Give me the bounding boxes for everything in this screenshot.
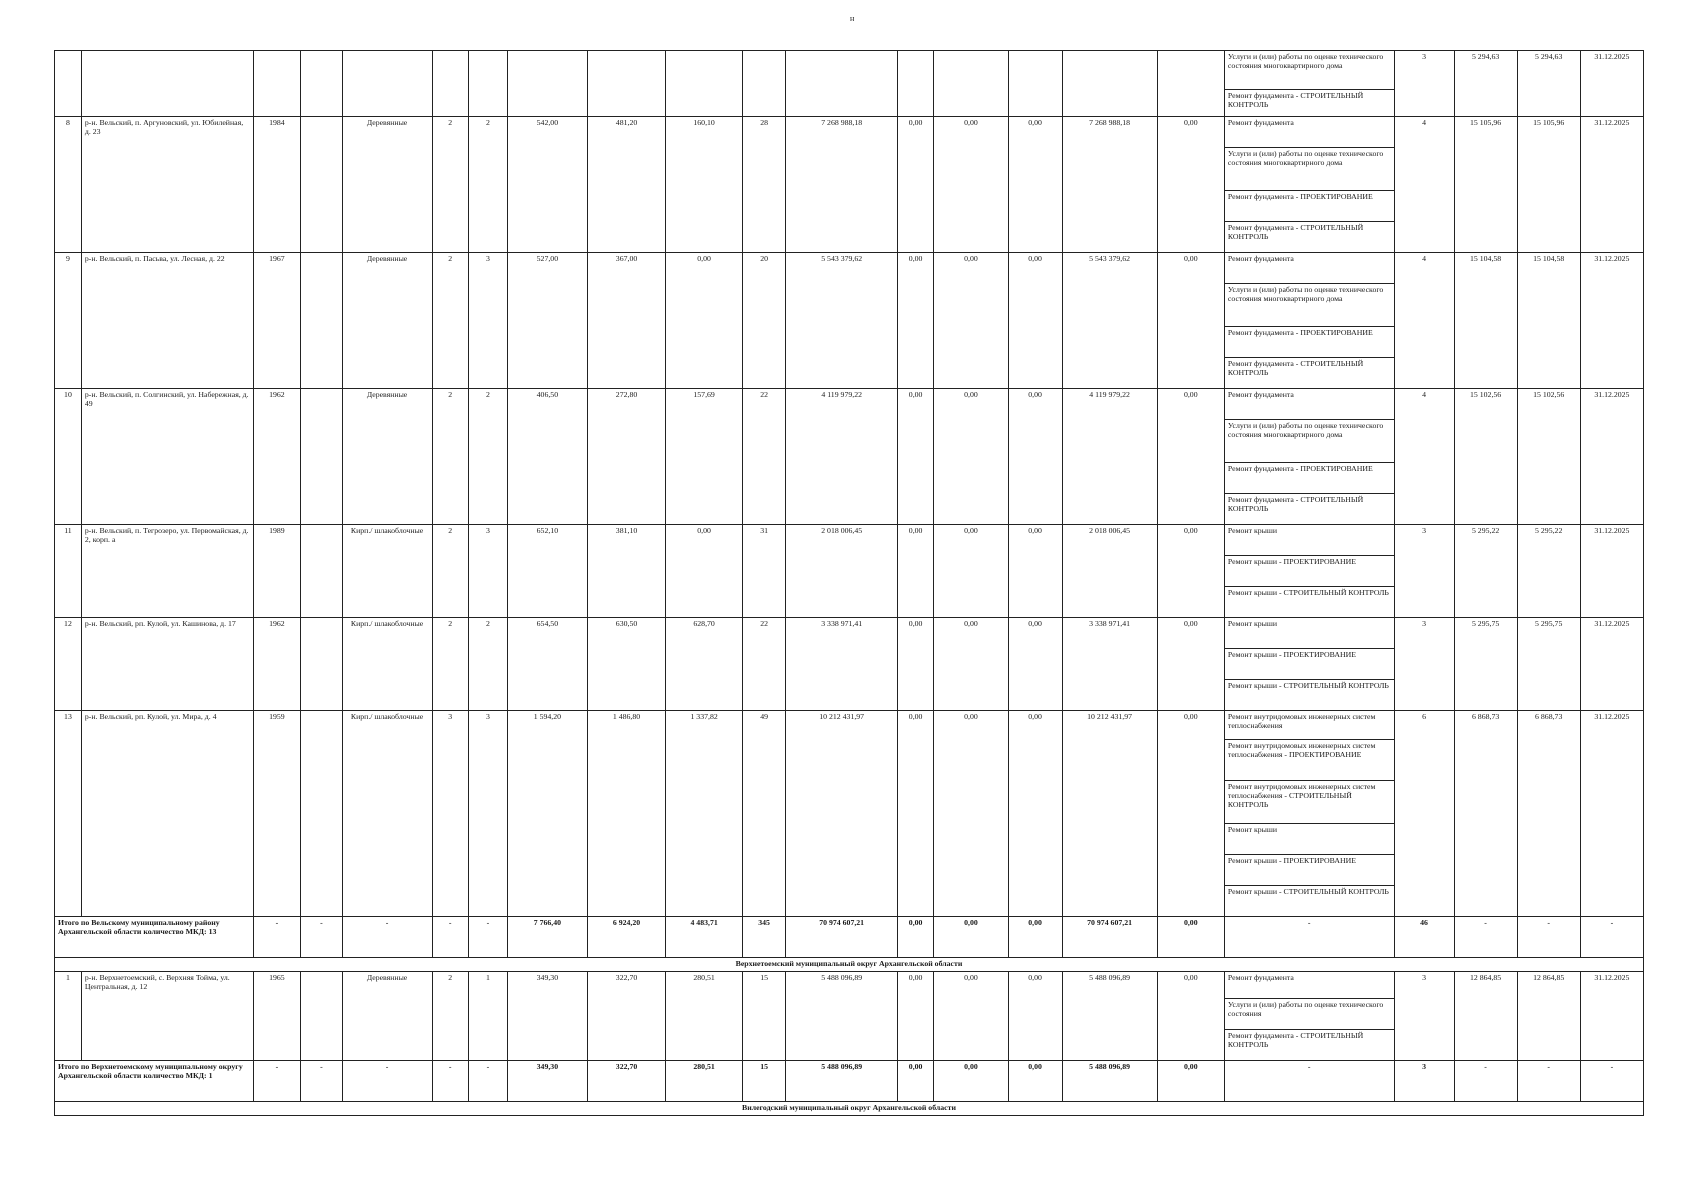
- total-area-owned: 4 483,71: [666, 917, 743, 958]
- work-type: Ремонт внутридомовых инженерных систем теплоснабжения - СТРОИТЕЛЬНЫЙ КОНТРОЛЬ: [1224, 781, 1394, 824]
- work-type: Услуги и (или) работы по оценке технического состояния: [1224, 998, 1394, 1029]
- work-type: Ремонт крыши - СТРОИТЕЛЬНЫЙ КОНТРОЛЬ: [1224, 680, 1394, 711]
- residents-count: 31: [742, 525, 785, 618]
- reconstruction-year: [301, 711, 342, 917]
- total-work-count: 3: [1394, 1060, 1454, 1101]
- regional-funds: 0,00: [934, 389, 1008, 525]
- work-type: Ремонт крыши - СТРОИТЕЛЬНЫЙ КОНТРОЛЬ: [1224, 886, 1394, 917]
- federal-funds: 0,00: [898, 253, 934, 389]
- owner-funds: 7 268 988,18: [1062, 117, 1157, 253]
- work-type: Услуги и (или) работы по оценке технического состояния многоквартирного дома: [1224, 51, 1394, 90]
- row-number: 13: [55, 711, 82, 917]
- completion-date: 31.12.2025: [1580, 711, 1643, 917]
- unit-cost: 5 295,75: [1454, 618, 1517, 711]
- total-area-owned: 280,51: [666, 1060, 743, 1101]
- area-owned: 280,51: [666, 971, 743, 1060]
- regional-funds: 0,00: [934, 117, 1008, 253]
- cost-limit: 15 102,56: [1517, 389, 1580, 525]
- house-address: р-н. Вельский, п. Аргуновский, ул. Юбилейная, д. 23: [81, 117, 253, 253]
- owner-funds: 4 119 979,22: [1062, 389, 1157, 525]
- empty-cell: [742, 51, 785, 117]
- area-living: 272,80: [587, 389, 666, 525]
- table-row: [55, 525, 1644, 556]
- area-total: 542,00: [508, 117, 588, 253]
- area-total: 527,00: [508, 253, 588, 389]
- unit-cost: 15 102,56: [1454, 389, 1517, 525]
- section-title: Вилегодский муниципальный округ Архангельской области: [55, 1101, 1644, 1115]
- total-fund-f: 0,00: [898, 917, 934, 958]
- work-count: 3: [1394, 525, 1454, 618]
- area-total: 652,10: [508, 525, 588, 618]
- dash-cell: -: [1454, 917, 1517, 958]
- unit-cost: 5 294,63: [1454, 51, 1517, 117]
- floors-count: 2: [432, 253, 468, 389]
- unit-cost: 12 864,85: [1454, 971, 1517, 1060]
- build-year: 1989: [253, 525, 301, 618]
- dash-cell: -: [432, 1060, 468, 1101]
- municipal-funds: 0,00: [1008, 117, 1062, 253]
- dash-cell: -: [432, 917, 468, 958]
- unit-cost: 6 868,73: [1454, 711, 1517, 917]
- work-type: Ремонт фундамента: [1224, 971, 1394, 998]
- owner-funds: 5 543 379,62: [1062, 253, 1157, 389]
- floors-count: 2: [432, 525, 468, 618]
- federal-funds: 0,00: [898, 971, 934, 1060]
- repair-cost-total: 5 543 379,62: [786, 253, 898, 389]
- build-year: 1962: [253, 618, 301, 711]
- section-header-row: [55, 1101, 1644, 1115]
- completion-date: 31.12.2025: [1580, 389, 1643, 525]
- total-fund-o: 5 488 096,89: [1062, 1060, 1157, 1101]
- build-year: 1962: [253, 389, 301, 525]
- work-type: Ремонт фундамента: [1224, 117, 1394, 148]
- residents-count: 28: [742, 117, 785, 253]
- completion-date: 31.12.2025: [1580, 525, 1643, 618]
- cost-limit: 12 864,85: [1517, 971, 1580, 1060]
- entrances-count: 3: [468, 253, 507, 389]
- table-row: [55, 117, 1644, 148]
- reconstruction-year: [301, 389, 342, 525]
- dash-cell: -: [1454, 1060, 1517, 1101]
- area-owned: 160,10: [666, 117, 743, 253]
- area-owned: 0,00: [666, 525, 743, 618]
- dash-cell: -: [342, 917, 432, 958]
- municipal-funds: 0,00: [1008, 971, 1062, 1060]
- dash-cell: -: [1517, 917, 1580, 958]
- work-type: Ремонт фундамента - СТРОИТЕЛЬНЫЙ КОНТРОЛЬ: [1224, 358, 1394, 389]
- completion-date: 31.12.2025: [1580, 971, 1643, 1060]
- house-address: р-н. Вельский, п. Солгинский, ул. Набережная, д. 49: [81, 389, 253, 525]
- regional-funds: 0,00: [934, 253, 1008, 389]
- empty-cell: [508, 51, 588, 117]
- row-number: 12: [55, 618, 82, 711]
- dash-cell: -: [468, 917, 507, 958]
- municipal-funds: 0,00: [1008, 525, 1062, 618]
- row-number: 8: [55, 117, 82, 253]
- table-row: [55, 618, 1644, 649]
- work-count: 3: [1394, 971, 1454, 1060]
- table-row: [55, 711, 1644, 740]
- build-year: 1959: [253, 711, 301, 917]
- wall-material: Деревянные: [342, 389, 432, 525]
- other-funds: 0,00: [1157, 618, 1224, 711]
- house-address: р-н. Верхнетоемский, с. Верхняя Тойма, ул. Центральная, д. 12: [81, 971, 253, 1060]
- owner-funds: 3 338 971,41: [1062, 618, 1157, 711]
- unit-cost: 15 105,96: [1454, 117, 1517, 253]
- work-type: Ремонт фундамента - ПРОЕКТИРОВАНИЕ: [1224, 327, 1394, 358]
- total-cost-total: 70 974 607,21: [786, 917, 898, 958]
- total-fund-o: 70 974 607,21: [1062, 917, 1157, 958]
- owner-funds: 10 212 431,97: [1062, 711, 1157, 917]
- page-mark: н: [850, 14, 855, 23]
- total-fund-x: 0,00: [1157, 1060, 1224, 1101]
- total-area-living: 322,70: [587, 1060, 666, 1101]
- table-row: [55, 51, 1644, 90]
- house-address: р-н. Вельский, рп. Кулой, ул. Мира, д. 4: [81, 711, 253, 917]
- table-row: [55, 253, 1644, 284]
- federal-funds: 0,00: [898, 117, 934, 253]
- floors-count: 2: [432, 971, 468, 1060]
- residents-count: 15: [742, 971, 785, 1060]
- work-type: Ремонт фундамента - ПРОЕКТИРОВАНИЕ: [1224, 463, 1394, 494]
- total-area-living: 6 924,20: [587, 917, 666, 958]
- dash-cell: -: [301, 1060, 342, 1101]
- total-row: [55, 1060, 1644, 1101]
- house-address: р-н. Вельский, п. Тегрозеро, ул. Первомайская, д. 2, корп. а: [81, 525, 253, 618]
- dash-cell: -: [1224, 917, 1394, 958]
- completion-date: 31.12.2025: [1580, 253, 1643, 389]
- total-fund-r: 0,00: [934, 1060, 1008, 1101]
- wall-material: Деревянные: [342, 117, 432, 253]
- dash-cell: -: [1224, 1060, 1394, 1101]
- residents-count: 22: [742, 389, 785, 525]
- regional-funds: 0,00: [934, 971, 1008, 1060]
- regional-funds: 0,00: [934, 711, 1008, 917]
- repair-cost-total: 10 212 431,97: [786, 711, 898, 917]
- owner-funds: 5 488 096,89: [1062, 971, 1157, 1060]
- municipal-funds: 0,00: [1008, 253, 1062, 389]
- area-total: 406,50: [508, 389, 588, 525]
- floors-count: 2: [432, 117, 468, 253]
- empty-cell: [81, 51, 253, 117]
- area-living: 630,50: [587, 618, 666, 711]
- work-count: 4: [1394, 389, 1454, 525]
- build-year: 1965: [253, 971, 301, 1060]
- residents-count: 20: [742, 253, 785, 389]
- build-year: 1967: [253, 253, 301, 389]
- residents-count: 49: [742, 711, 785, 917]
- empty-cell: [301, 51, 342, 117]
- work-type: Ремонт фундамента - СТРОИТЕЛЬНЫЙ КОНТРОЛЬ: [1224, 1029, 1394, 1060]
- federal-funds: 0,00: [898, 618, 934, 711]
- owner-funds: 2 018 006,45: [1062, 525, 1157, 618]
- cost-limit: 15 104,58: [1517, 253, 1580, 389]
- work-type: Услуги и (или) работы по оценке технического состояния многоквартирного дома: [1224, 148, 1394, 191]
- repair-cost-total: 7 268 988,18: [786, 117, 898, 253]
- reconstruction-year: [301, 618, 342, 711]
- completion-date: 31.12.2025: [1580, 618, 1643, 711]
- dash-cell: -: [1517, 1060, 1580, 1101]
- dash-cell: -: [1580, 917, 1643, 958]
- total-verkhnetoemsky-label: Итого по Верхнетоемскому муниципальному округу Архангельской области количество МКД: 1: [55, 1060, 254, 1101]
- regional-funds: 0,00: [934, 618, 1008, 711]
- empty-cell: [1008, 51, 1062, 117]
- table-row: [55, 389, 1644, 420]
- reconstruction-year: [301, 117, 342, 253]
- total-row: [55, 917, 1644, 958]
- empty-cell: [342, 51, 432, 117]
- unit-cost: 5 295,22: [1454, 525, 1517, 618]
- total-velsky-label: Итого по Вельскому муниципальному району Архангельской области количество МКД: 13: [55, 917, 254, 958]
- area-owned: 157,69: [666, 389, 743, 525]
- work-type: Услуги и (или) работы по оценке технического состояния многоквартирного дома: [1224, 420, 1394, 463]
- municipal-funds: 0,00: [1008, 618, 1062, 711]
- federal-funds: 0,00: [898, 525, 934, 618]
- cost-limit: 5 294,63: [1517, 51, 1580, 117]
- floors-count: 3: [432, 711, 468, 917]
- total-work-count: 46: [1394, 917, 1454, 958]
- work-count: 3: [1394, 51, 1454, 117]
- work-type: Ремонт фундамента: [1224, 253, 1394, 284]
- empty-cell: [898, 51, 934, 117]
- area-total: 1 594,20: [508, 711, 588, 917]
- residents-count: 22: [742, 618, 785, 711]
- row-number: 1: [55, 971, 82, 1060]
- work-type: Ремонт фундамента: [1224, 389, 1394, 420]
- work-count: 4: [1394, 253, 1454, 389]
- work-type: Ремонт крыши - СТРОИТЕЛЬНЫЙ КОНТРОЛЬ: [1224, 587, 1394, 618]
- completion-date: 31.12.2025: [1580, 117, 1643, 253]
- empty-cell: [432, 51, 468, 117]
- total-residents: 345: [742, 917, 785, 958]
- work-type: Услуги и (или) работы по оценке технического состояния многоквартирного дома: [1224, 284, 1394, 327]
- work-type: Ремонт фундамента - СТРОИТЕЛЬНЫЙ КОНТРОЛЬ: [1224, 494, 1394, 525]
- house-address: р-н. Вельский, рп. Кулой, ул. Кашинова, д. 17: [81, 618, 253, 711]
- reconstruction-year: [301, 971, 342, 1060]
- total-fund-x: 0,00: [1157, 917, 1224, 958]
- work-count: 6: [1394, 711, 1454, 917]
- unit-cost: 15 104,58: [1454, 253, 1517, 389]
- floors-count: 2: [432, 389, 468, 525]
- empty-cell: [55, 51, 82, 117]
- entrances-count: 3: [468, 711, 507, 917]
- entrances-count: 2: [468, 117, 507, 253]
- row-number: 10: [55, 389, 82, 525]
- reconstruction-year: [301, 525, 342, 618]
- work-type: Ремонт фундамента - СТРОИТЕЛЬНЫЙ КОНТРОЛЬ: [1224, 222, 1394, 253]
- work-type: Ремонт крыши - ПРОЕКТИРОВАНИЕ: [1224, 556, 1394, 587]
- empty-cell: [587, 51, 666, 117]
- capital-repair-register-table: [54, 50, 1644, 1116]
- work-type: Ремонт крыши - ПРОЕКТИРОВАНИЕ: [1224, 649, 1394, 680]
- entrances-count: 2: [468, 618, 507, 711]
- other-funds: 0,00: [1157, 971, 1224, 1060]
- area-owned: 628,70: [666, 618, 743, 711]
- entrances-count: 3: [468, 525, 507, 618]
- area-living: 381,10: [587, 525, 666, 618]
- empty-cell: [666, 51, 743, 117]
- work-type: Ремонт внутридомовых инженерных систем теплоснабжения - ПРОЕКТИРОВАНИЕ: [1224, 740, 1394, 781]
- other-funds: 0,00: [1157, 711, 1224, 917]
- empty-cell: [1157, 51, 1224, 117]
- repair-cost-total: 3 338 971,41: [786, 618, 898, 711]
- work-type: Ремонт крыши - ПРОЕКТИРОВАНИЕ: [1224, 855, 1394, 886]
- area-total: 349,30: [508, 971, 588, 1060]
- total-area-total: 7 766,40: [508, 917, 588, 958]
- row-number: 11: [55, 525, 82, 618]
- area-living: 322,70: [587, 971, 666, 1060]
- dash-cell: -: [253, 1060, 301, 1101]
- build-year: 1984: [253, 117, 301, 253]
- work-type: Ремонт крыши: [1224, 525, 1394, 556]
- cost-limit: 5 295,22: [1517, 525, 1580, 618]
- repair-cost-total: 2 018 006,45: [786, 525, 898, 618]
- entrances-count: 1: [468, 971, 507, 1060]
- area-living: 367,00: [587, 253, 666, 389]
- total-residents: 15: [742, 1060, 785, 1101]
- wall-material: Деревянные: [342, 253, 432, 389]
- municipal-funds: 0,00: [1008, 389, 1062, 525]
- wall-material: Кирп./ шлакоблочные: [342, 618, 432, 711]
- total-area-total: 349,30: [508, 1060, 588, 1101]
- floors-count: 2: [432, 618, 468, 711]
- work-type: Ремонт внутридомовых инженерных систем теплоснабжения: [1224, 711, 1394, 740]
- empty-cell: [253, 51, 301, 117]
- regional-funds: 0,00: [934, 525, 1008, 618]
- work-type: Ремонт крыши: [1224, 618, 1394, 649]
- wall-material: Деревянные: [342, 971, 432, 1060]
- area-living: 1 486,80: [587, 711, 666, 917]
- area-owned: 1 337,82: [666, 711, 743, 917]
- cost-limit: 6 868,73: [1517, 711, 1580, 917]
- federal-funds: 0,00: [898, 389, 934, 525]
- area-living: 481,20: [587, 117, 666, 253]
- total-fund-r: 0,00: [934, 917, 1008, 958]
- total-fund-m: 0,00: [1008, 917, 1062, 958]
- work-count: 3: [1394, 618, 1454, 711]
- dash-cell: -: [1580, 1060, 1643, 1101]
- wall-material: Кирп./ шлакоблочные: [342, 525, 432, 618]
- total-fund-f: 0,00: [898, 1060, 934, 1101]
- work-type: Ремонт крыши: [1224, 824, 1394, 855]
- total-cost-total: 5 488 096,89: [786, 1060, 898, 1101]
- wall-material: Кирп./ шлакоблочные: [342, 711, 432, 917]
- municipal-funds: 0,00: [1008, 711, 1062, 917]
- other-funds: 0,00: [1157, 117, 1224, 253]
- entrances-count: 2: [468, 389, 507, 525]
- reconstruction-year: [301, 253, 342, 389]
- dash-cell: -: [253, 917, 301, 958]
- area-total: 654,50: [508, 618, 588, 711]
- row-number: 9: [55, 253, 82, 389]
- work-type: Ремонт фундамента - ПРОЕКТИРОВАНИЕ: [1224, 191, 1394, 222]
- other-funds: 0,00: [1157, 389, 1224, 525]
- total-fund-m: 0,00: [1008, 1060, 1062, 1101]
- empty-cell: [934, 51, 1008, 117]
- repair-cost-total: 5 488 096,89: [786, 971, 898, 1060]
- dash-cell: -: [468, 1060, 507, 1101]
- work-count: 4: [1394, 117, 1454, 253]
- dash-cell: -: [342, 1060, 432, 1101]
- area-owned: 0,00: [666, 253, 743, 389]
- federal-funds: 0,00: [898, 711, 934, 917]
- table-row: [55, 971, 1644, 998]
- other-funds: 0,00: [1157, 525, 1224, 618]
- empty-cell: [1062, 51, 1157, 117]
- work-type: Ремонт фундамента - СТРОИТЕЛЬНЫЙ КОНТРОЛЬ: [1224, 90, 1394, 117]
- section-header-row: [55, 958, 1644, 972]
- other-funds: 0,00: [1157, 253, 1224, 389]
- house-address: р-н. Вельский, п. Пасьва, ул. Лесная, д. 22: [81, 253, 253, 389]
- dash-cell: -: [301, 917, 342, 958]
- section-title: Верхнетоемский муниципальный округ Архангельской области: [55, 958, 1644, 972]
- cost-limit: 15 105,96: [1517, 117, 1580, 253]
- repair-cost-total: 4 119 979,22: [786, 389, 898, 525]
- cost-limit: 5 295,75: [1517, 618, 1580, 711]
- completion-date: 31.12.2025: [1580, 51, 1643, 117]
- empty-cell: [468, 51, 507, 117]
- empty-cell: [786, 51, 898, 117]
